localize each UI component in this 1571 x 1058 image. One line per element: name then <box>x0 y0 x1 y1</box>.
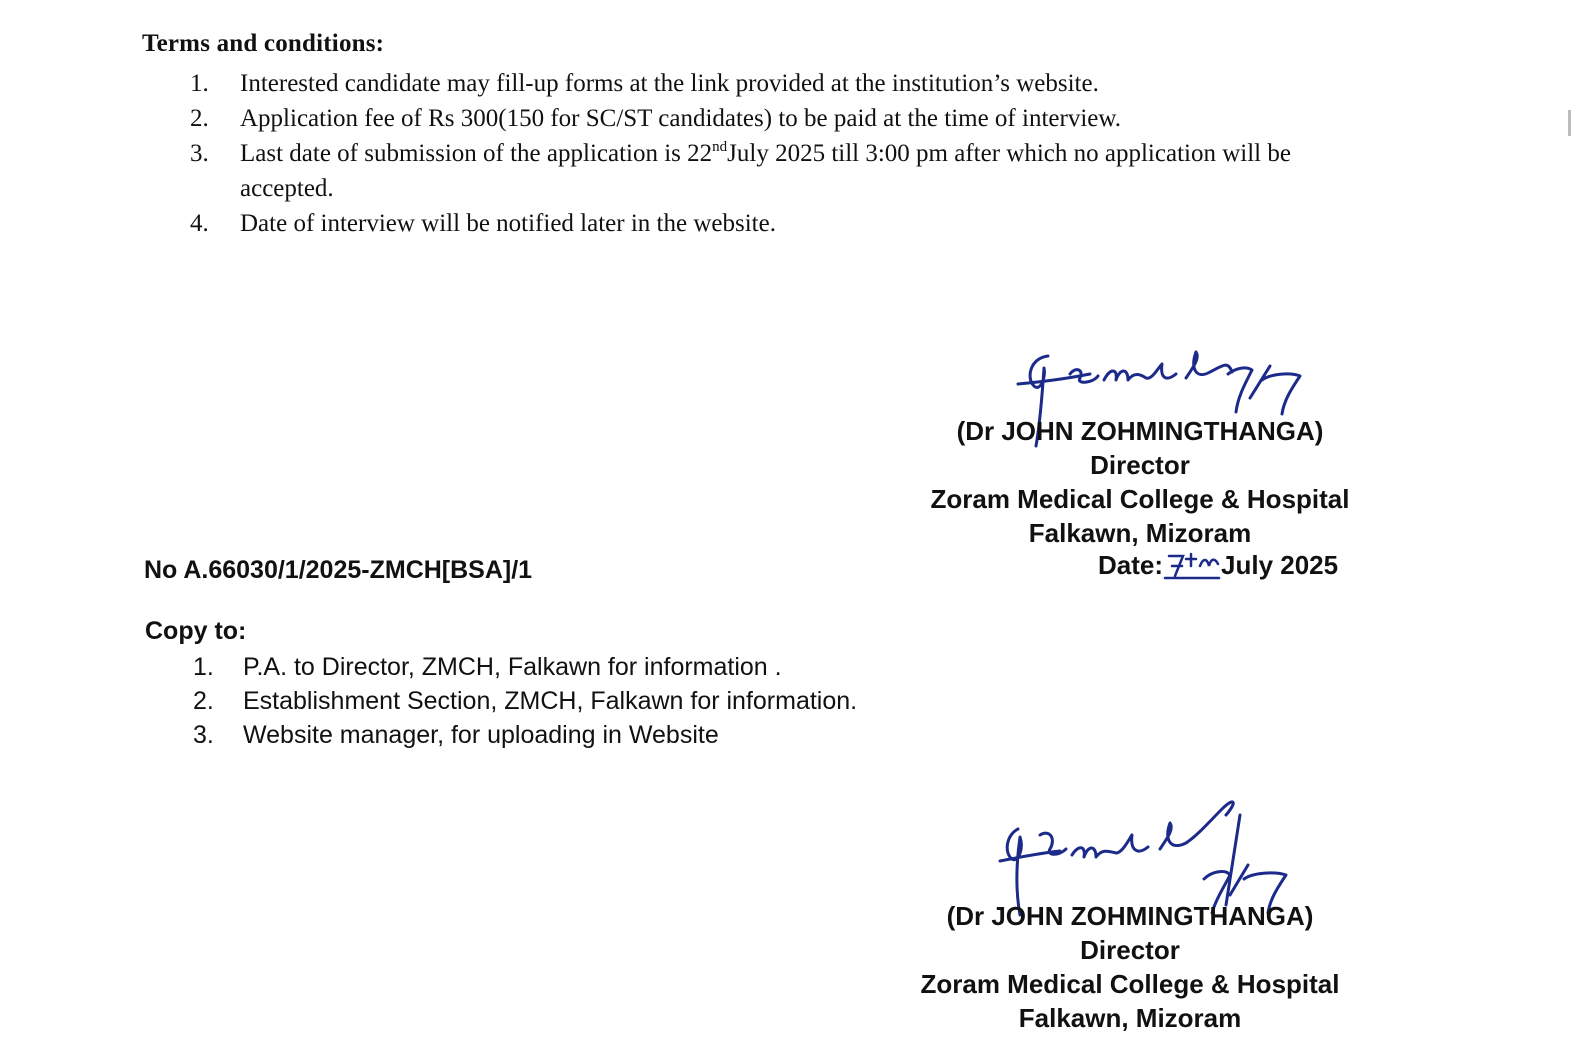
terms-list <box>190 66 1390 241</box>
last-date-text: Last date of submission of the application is 22 <box>240 140 713 167</box>
list-item-number: 4. <box>190 210 209 237</box>
signature-block <box>870 899 1390 1035</box>
signatory-name: (Dr JOHN ZOHMINGTHANGA) <box>946 901 1314 931</box>
signatory-designation: Director <box>1090 450 1190 480</box>
signatory-institution: Zoram Medical College & Hospital <box>930 484 1350 514</box>
signatory-designation: Director <box>1080 935 1180 965</box>
list-item <box>190 136 1390 206</box>
signatory-location: Falkawn, Mizoram <box>1018 1003 1242 1033</box>
date-label: Date: <box>1098 550 1164 580</box>
signature-block <box>880 414 1400 550</box>
list-item <box>190 206 1390 241</box>
terms-heading: Terms and conditions: <box>142 30 385 57</box>
signatory-institution: Zoram Medical College & Hospital <box>920 969 1340 999</box>
list-item <box>193 684 1193 718</box>
list-item-text: Establishment Section, ZMCH, Falkawn for information. <box>243 687 858 715</box>
reference-number: No A.66030/1/2025-ZMCH[BSA]/1 <box>144 556 533 584</box>
list-item-number: 3. <box>190 140 209 167</box>
ordinal-suffix: nd <box>712 139 728 155</box>
list-item-number: 2. <box>190 105 209 132</box>
last-date-rest-text: July 2025 till 3:00 pm after which no application will be accepted. <box>240 140 1291 202</box>
list-item-number: 2. <box>193 687 214 715</box>
list-item-number: 1. <box>193 653 214 681</box>
handwritten-date-day <box>1163 550 1221 580</box>
list-item-text: Website manager, for uploading in Website <box>243 721 719 749</box>
list-item <box>190 66 1390 101</box>
copy-to-list <box>193 650 1193 752</box>
issue-date <box>1098 550 1338 581</box>
list-item <box>190 101 1390 136</box>
list-item-number: 1. <box>190 70 209 97</box>
list-item-text: Application fee of Rs 300(150 for SC/ST candidates) to be paid at the time of interview. <box>240 105 1122 132</box>
list-item <box>193 650 1193 684</box>
list-item-text: Interested candidate may fill-up forms at the link provided at the institution’s website. <box>240 70 1099 97</box>
list-item-text: Date of interview will be notified later in the website. <box>240 210 776 237</box>
list-item-text <box>240 136 1390 206</box>
list-item-number: 3. <box>193 721 214 749</box>
list-item <box>193 718 1193 752</box>
date-month-year: July 2025 <box>1221 550 1339 580</box>
copy-to-heading: Copy to: <box>145 617 247 645</box>
signatory-location: Falkawn, Mizoram <box>1028 518 1252 548</box>
signatory-name: (Dr JOHN ZOHMINGTHANGA) <box>956 416 1324 446</box>
list-item-text: P.A. to Director, ZMCH, Falkawn for information . <box>243 653 782 681</box>
